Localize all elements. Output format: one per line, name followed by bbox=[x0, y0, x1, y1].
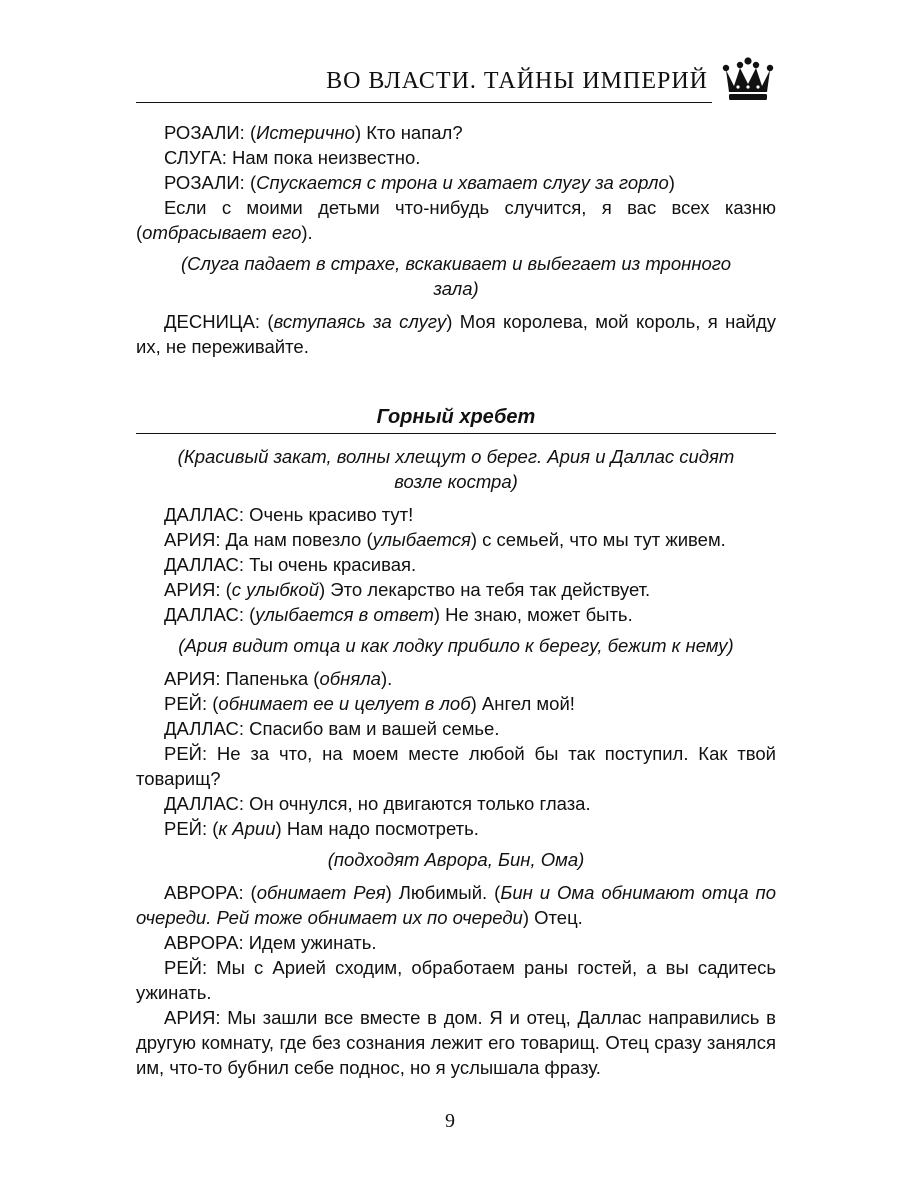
stage-direction: (Слуга падает в страхе, вскакивает и выбегает из тронного зала) bbox=[180, 253, 731, 299]
page-body bbox=[136, 120, 776, 1080]
dialogue-line: РОЗАЛИ: (Истерично) Кто напал? bbox=[164, 122, 463, 143]
dialogue-line: ДАЛЛАС: Ты очень красивая. bbox=[164, 554, 417, 575]
dialogue-line: ДАЛЛАС: (улыбается в ответ) Не знаю, может быть. bbox=[164, 604, 633, 625]
dialogue-line: ДЕСНИЦА: (вступаясь за слугу) Моя королева, мой король, я найду их, не переживайте. bbox=[136, 311, 776, 357]
dialogue-line: ДАЛЛАС: Спасибо вам и вашей семье. bbox=[164, 718, 500, 739]
section-rule bbox=[136, 433, 776, 434]
dialogue-line: РЕЙ: (обнимает ее и целует в лоб) Ангел мой! bbox=[164, 693, 575, 714]
dialogue-line: ДАЛЛАС: Очень красиво тут! bbox=[164, 504, 414, 525]
dialogue-line: РЕЙ: (к Арии) Нам надо посмотреть. bbox=[164, 818, 479, 839]
stage-direction: (подходят Аврора, Бин, Ома) bbox=[327, 849, 585, 870]
dialogue-line: Если с моими детьми что-нибудь случится, я вас всех казню (отбрасывает его). bbox=[136, 197, 776, 243]
running-title: ВО ВЛАСТИ. ТАЙНЫ ИМПЕРИЙ bbox=[326, 68, 708, 94]
stage-direction: (Ария видит отца и как лодку прибило к берегу, бежит к нему) bbox=[178, 635, 734, 656]
dialogue-line: АРИЯ: Да нам повезло (улыбается) с семьей, что мы тут живем. bbox=[164, 529, 726, 550]
dialogue-line: АРИЯ: Папенька (обняла). bbox=[164, 668, 393, 689]
stage-direction: (Красивый закат, волны хлещут о берег. Ария и Даллас сидят возле костра) bbox=[177, 446, 735, 492]
dialogue-line: РЕЙ: Мы с Арией сходим, обработаем раны гостей, а вы садитесь ужинать. bbox=[136, 957, 776, 1003]
dialogue-line: АРИЯ: (с улыбкой) Это лекарство на тебя так действует. bbox=[164, 579, 651, 600]
section-title: Горный хребет bbox=[376, 406, 536, 428]
dialogue-line: АРИЯ: Мы зашли все вместе в дом. Я и отец, Даллас направились в другую комнату, где без сознания лежит его товарищ. Отец сразу занялся им, что-то бубнил себе поднос, но я услышала фразу. bbox=[136, 1007, 776, 1078]
header-rule bbox=[136, 102, 712, 103]
dialogue-line: АВРОРА: Идем ужинать. bbox=[164, 932, 377, 953]
page-number: 9 bbox=[445, 1110, 455, 1132]
crown-icon bbox=[720, 56, 776, 104]
dialogue-line: РЕЙ: Не за что, на моем месте любой бы так поступил. Как твой товарищ? bbox=[136, 743, 776, 789]
dialogue-line: АВРОРА: (обнимает Рея) Любимый. (Бин и Ома обнимают отца по очереди. Рей тоже обнимает их по очереди) Отец. bbox=[136, 882, 776, 928]
running-header bbox=[136, 56, 776, 104]
dialogue-line: РОЗАЛИ: (Спускается с трона и хватает слугу за горло) bbox=[164, 172, 675, 193]
dialogue-line: СЛУГА: Нам пока неизвестно. bbox=[164, 147, 421, 168]
dialogue-line: ДАЛЛАС: Он очнулся, но двигаются только глаза. bbox=[164, 793, 591, 814]
